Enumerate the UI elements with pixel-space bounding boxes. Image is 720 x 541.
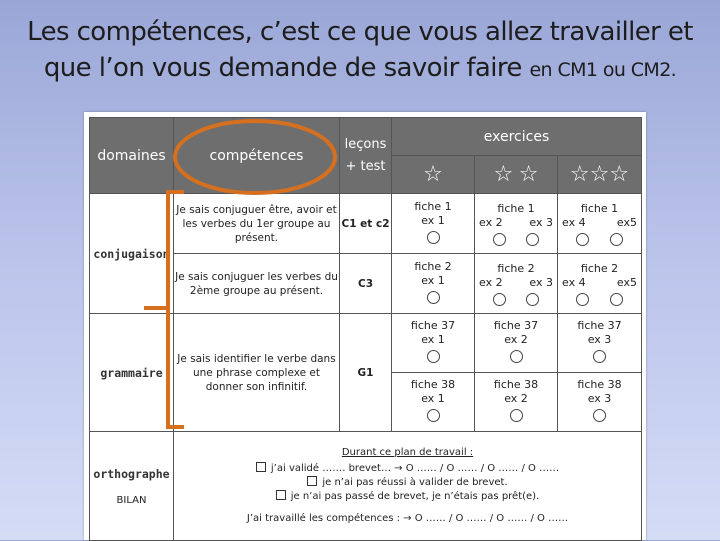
fiche-label: fiche 38 — [493, 378, 539, 391]
ex-label: ex 1 — [421, 273, 445, 287]
bilan-item-text: j’ai validé ……. brevet… → O …… / O …… / O …… / O …… — [270, 463, 560, 474]
checkbox-circle[interactable] — [427, 231, 440, 244]
fiche-label: fiche 37 — [493, 319, 539, 332]
header-exercices: exercices — [392, 118, 642, 156]
checkbox-circle[interactable] — [493, 233, 506, 246]
bilan-row — [90, 432, 642, 541]
checkbox-circle[interactable] — [576, 233, 589, 246]
header-competences: compétences — [174, 118, 340, 194]
ex-label: ex 4 — [562, 275, 586, 289]
star-icon: ☆ — [493, 161, 514, 187]
fiche-label: fiche 1 — [580, 201, 619, 215]
checkbox-square[interactable] — [307, 476, 317, 486]
checkbox-square[interactable] — [276, 490, 286, 500]
ex-label: ex5 — [616, 275, 638, 289]
exercise-cell — [558, 254, 642, 314]
ex-label: ex 3 — [587, 333, 612, 346]
competence-text: Je sais identifier le verbe dans une phrase complexe et donner son infinitif. — [174, 314, 340, 432]
competence-text: Je sais conjuguer être, avoir et les verbes du 1er groupe au présent. — [174, 194, 340, 254]
checkbox-circle[interactable] — [593, 409, 606, 422]
exercise-cell — [392, 194, 475, 254]
star-icon: ☆ — [518, 161, 539, 187]
bilan-item-text: je n’ai pas passé de brevet, je n’étais pas prêt(e). — [290, 491, 540, 502]
bilan-item — [174, 476, 641, 490]
bilan-item-text: je n’ai pas réussi à valider de brevet. — [322, 477, 508, 488]
checkbox-circle[interactable] — [610, 293, 623, 306]
fiche-label: fiche 37 — [577, 319, 622, 332]
checkbox-circle[interactable] — [510, 350, 523, 363]
exercise-cell — [475, 373, 558, 432]
star-icon: ☆ — [423, 161, 443, 187]
checkbox-circle[interactable] — [593, 350, 606, 363]
checkbox-circle[interactable] — [427, 350, 440, 363]
exercise-cell — [392, 314, 475, 373]
fiche-label: fiche 1 — [414, 199, 452, 213]
checkbox-circle[interactable] — [427, 291, 440, 304]
title-line-1: Les compétences, c’est ce que vous allez travailler et — [27, 17, 693, 47]
bilan-title: Durant ce plan de travail : — [341, 447, 474, 458]
test-code: G1 — [340, 314, 392, 432]
ex-label: ex 2 — [504, 392, 528, 405]
domain-orthographe: orthographe — [93, 466, 170, 481]
exercise-cell — [475, 314, 558, 373]
worksheet-image — [84, 112, 646, 540]
competence-text: Je sais conjuguer les verbes du 2ème groupe au présent. — [174, 254, 340, 314]
header-lecons-test: leçons + test — [340, 118, 392, 194]
exercise-cell — [392, 254, 475, 314]
bilan-item — [174, 490, 641, 504]
fiche-label: fiche 2 — [414, 259, 452, 273]
star-level-2 — [475, 156, 558, 194]
checkbox-circle[interactable] — [427, 409, 440, 422]
ex-label: ex 2 — [479, 215, 503, 229]
ex-label: ex 1 — [421, 392, 445, 405]
exercise-cell — [392, 373, 475, 432]
fiche-label: fiche 2 — [580, 261, 619, 275]
ex-label: ex5 — [616, 215, 638, 229]
star-level-1 — [392, 156, 475, 194]
table-row — [90, 194, 642, 254]
checkbox-circle[interactable] — [526, 293, 539, 306]
exercise-cell — [558, 314, 642, 373]
star-icon: ☆ — [609, 161, 630, 187]
bilan-content — [174, 432, 642, 541]
star-icon: ☆ — [569, 161, 590, 187]
checkbox-circle[interactable] — [576, 293, 589, 306]
competence-table — [89, 117, 642, 541]
fiche-label: fiche 37 — [410, 319, 456, 332]
header-domaines: domaines — [90, 118, 174, 194]
bilan-domain-cell — [90, 432, 174, 541]
star-level-3 — [558, 156, 642, 194]
exercise-cell — [558, 373, 642, 432]
title-line-2: que l’on vous demande de savoir faire — [43, 53, 522, 83]
bilan-item — [174, 462, 641, 476]
ex-label: ex 2 — [504, 333, 528, 346]
title-line-2-small: en CM1 ou CM2. — [529, 59, 677, 81]
test-code: C3 — [340, 254, 392, 314]
bilan-label: BILAN — [116, 494, 147, 506]
ex-label: ex 3 — [587, 392, 612, 405]
fiche-label: fiche 1 — [497, 201, 535, 215]
ex-label: ex 3 — [529, 215, 553, 229]
star-icon: ☆ — [589, 161, 610, 187]
fiche-label: fiche 2 — [497, 261, 535, 275]
table-row — [90, 314, 642, 373]
bilan-final: J’ai travaillé les compétences : → O …… / O …… / O …… / O …… — [246, 513, 569, 524]
ex-label: ex 4 — [562, 215, 586, 229]
ex-label: ex 2 — [479, 275, 503, 289]
fiche-label: fiche 38 — [577, 378, 622, 391]
domain-conjugaison: conjugaison — [90, 194, 174, 314]
ex-label: ex 3 — [529, 275, 553, 289]
exercise-cell — [558, 194, 642, 254]
ex-label: ex 1 — [421, 333, 445, 346]
fiche-label: fiche 38 — [410, 378, 456, 391]
exercise-cell — [475, 254, 558, 314]
test-code: C1 et c2 — [340, 194, 392, 254]
checkbox-circle[interactable] — [493, 293, 506, 306]
exercise-cell — [475, 194, 558, 254]
slide-title — [0, 14, 720, 88]
checkbox-circle[interactable] — [610, 233, 623, 246]
checkbox-circle[interactable] — [510, 409, 523, 422]
checkbox-square[interactable] — [256, 462, 266, 472]
ex-label: ex 1 — [421, 213, 445, 227]
domain-grammaire: grammaire — [90, 314, 174, 432]
checkbox-circle[interactable] — [526, 233, 539, 246]
